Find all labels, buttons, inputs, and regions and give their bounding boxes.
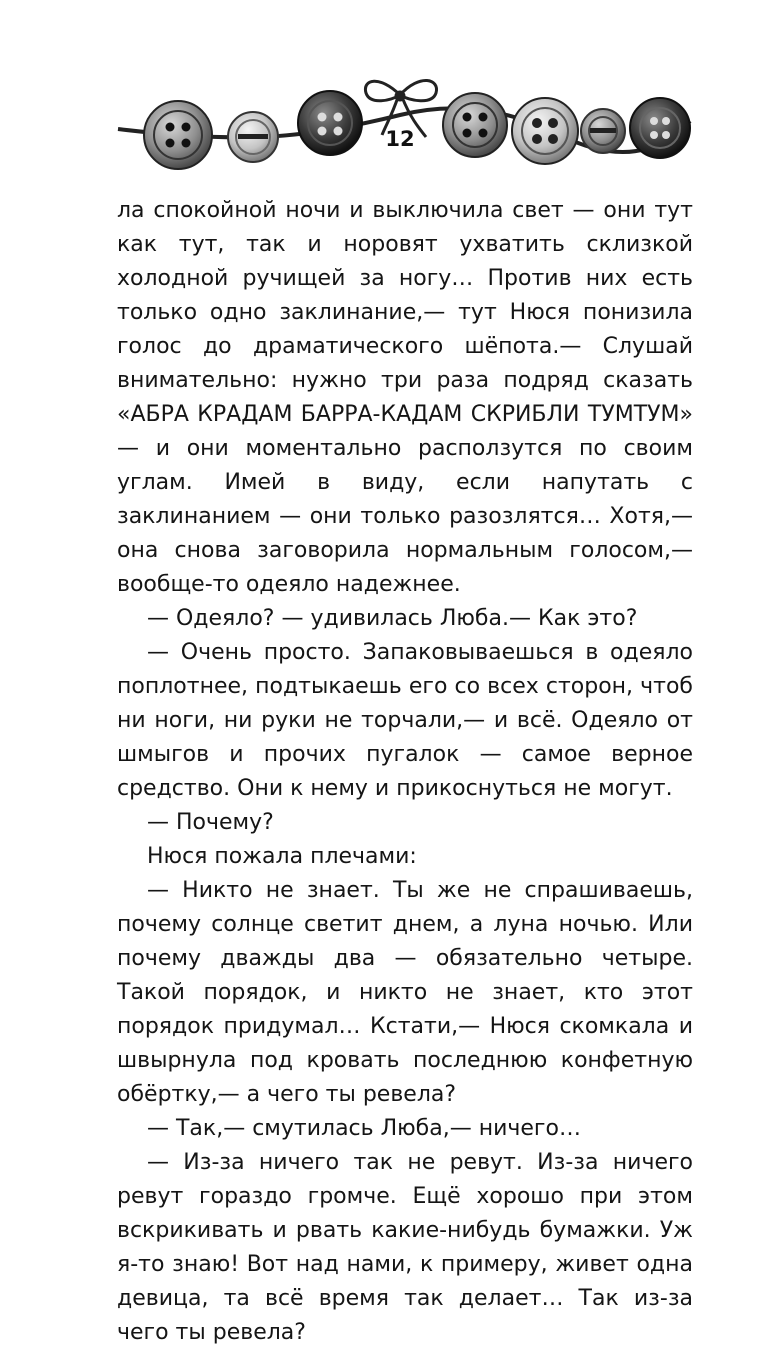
- paragraph: — Никто не знает. Ты же не спрашиваешь, почему солнце светит днем, а луна ночью. Или почему дважды два — обязательно четыре. Такой порядок, и никто не знает, кто этот порядок придумал… Кстати,— Нюся скомкала и швырнула под кровать последнюю конфетную обёртку,— а чего ты ревела?: [117, 878, 693, 1107]
- button-icon: [630, 98, 690, 158]
- paragraph: — Очень просто. Запаковываешься в одеяло поплотнее, подтыкаешь его со всех сторон, чтоб ни ноги, ни руки не торчали,— и всё. Одеяло от шмыгов и прочих пугалок — самое верное средство. Они к нему и прикоснуться не могут.: [117, 640, 693, 801]
- button-icon: [443, 93, 507, 157]
- paragraph: Нюся пожала плечами:: [147, 844, 417, 869]
- paragraph: — Одеяло? — удивилась Люба.— Как это?: [147, 606, 638, 631]
- paragraph: — Из-за ничего так не ревут. Из-за ничего ревут гораздо громче. Ещё хорошо при этом вскрикивать и рвать какие-нибудь бумажки. Уж я-то знаю! Вот над нами, к примеру, живет одна девица, та всё время так делает… Так из-за чего ты ревела?: [117, 1150, 693, 1345]
- paragraph: — Так,— смутилась Люба,— ничего…: [147, 1116, 581, 1141]
- paragraph: — Почему?: [147, 810, 274, 835]
- button-icon: [298, 91, 362, 155]
- button-icon: [512, 98, 578, 164]
- page-body-text: [117, 194, 693, 1350]
- page-number: 12: [385, 127, 415, 151]
- paragraph: ла спокойной ночи и выключила свет — они тут как тут, так и норовят ухватить склизкой холодной ручищей за ногу… Против них есть только одно заклинание,— тут Нюся понизила голос до драматического шёпота.— Слушай внимательно: нужно три раза подряд сказать «АБРА КРАДАМ БАРРА-КАДАМ СКРИБЛИ ТУМТУМ» — и они моментально расползутся по своим углам. Имей в виду, если напутать с заклинанием — они только разозлятся… Хотя,— она снова заговорила нормальным голосом,— вообще-то одеяло надежнее.: [117, 198, 693, 597]
- button-icon: [581, 109, 625, 153]
- button-icon: [144, 101, 212, 169]
- page-header: [0, 55, 768, 185]
- buttons-garland-illustration: [0, 55, 768, 185]
- button-icon: [228, 112, 278, 162]
